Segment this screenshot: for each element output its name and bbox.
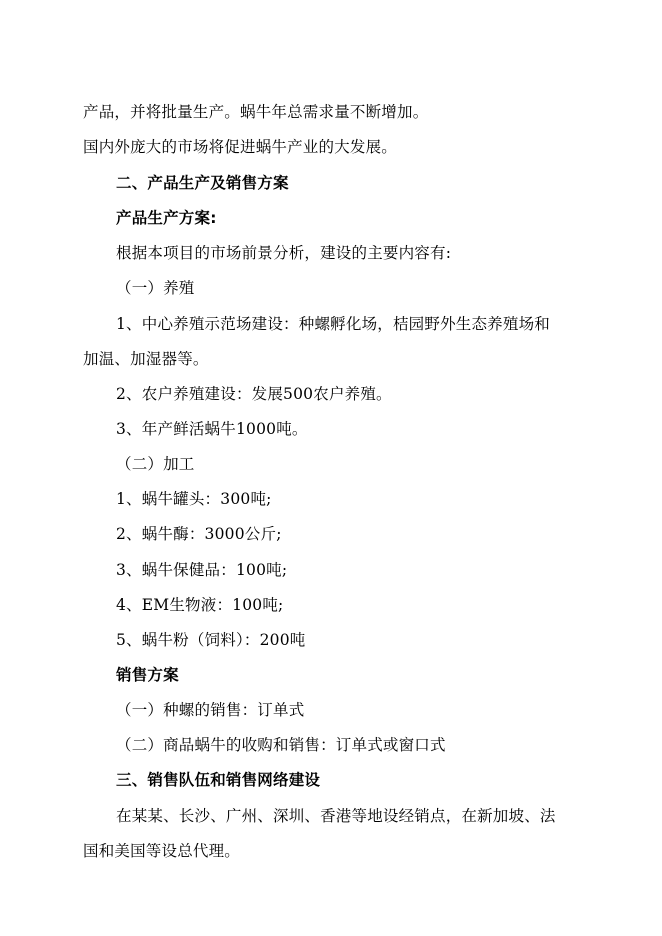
section-heading: 三、销售队伍和销售网络建设: [116, 771, 321, 789]
list-item: （一）种螺的销售：订单式: [116, 701, 305, 719]
body-text-line: 在某某、长沙、广州、深圳、香港等地设经销点，在新加坡、法: [116, 807, 556, 825]
body-text-line: 国内外庞大的市场将促进蜗牛产业的大发展。: [83, 138, 398, 156]
list-item: 4、EM生物液：100吨;: [116, 596, 284, 614]
list-item: 3、年产鲜活蜗牛1000吨。: [116, 420, 308, 438]
list-item: 1、蜗牛罐头：300吨;: [116, 490, 272, 508]
section-heading: 二、产品生产及销售方案: [116, 174, 289, 192]
list-heading: （二）加工: [116, 455, 195, 473]
list-heading: （一）养殖: [116, 279, 195, 297]
list-item: （二）商品蜗牛的收购和销售：订单式或窗口式: [116, 736, 446, 754]
subsection-heading: 销售方案: [116, 666, 179, 684]
list-item: 5、蜗牛粉（饲料）：200吨: [116, 631, 306, 649]
body-text-line: 产品，并将批量生产。蜗牛年总需求量不断增加。: [83, 103, 429, 121]
list-item: 1、中心养殖示范场建设：种螺孵化场，桔园野外生态养殖场和: [116, 315, 550, 333]
body-text-line: 国和美国等设总代理。: [83, 842, 241, 860]
body-text-line: 根据本项目的市场前景分析，建设的主要内容有:: [116, 244, 452, 262]
list-item: 3、蜗牛保健品：100吨;: [116, 561, 288, 579]
subsection-heading: 产品生产方案:: [116, 209, 217, 227]
body-text-line: 加温、加湿器等。: [83, 350, 209, 368]
list-item: 2、蜗牛酶：3000公斤;: [116, 525, 282, 543]
list-item: 2、农户养殖建设：发展500农户养殖。: [116, 385, 392, 403]
